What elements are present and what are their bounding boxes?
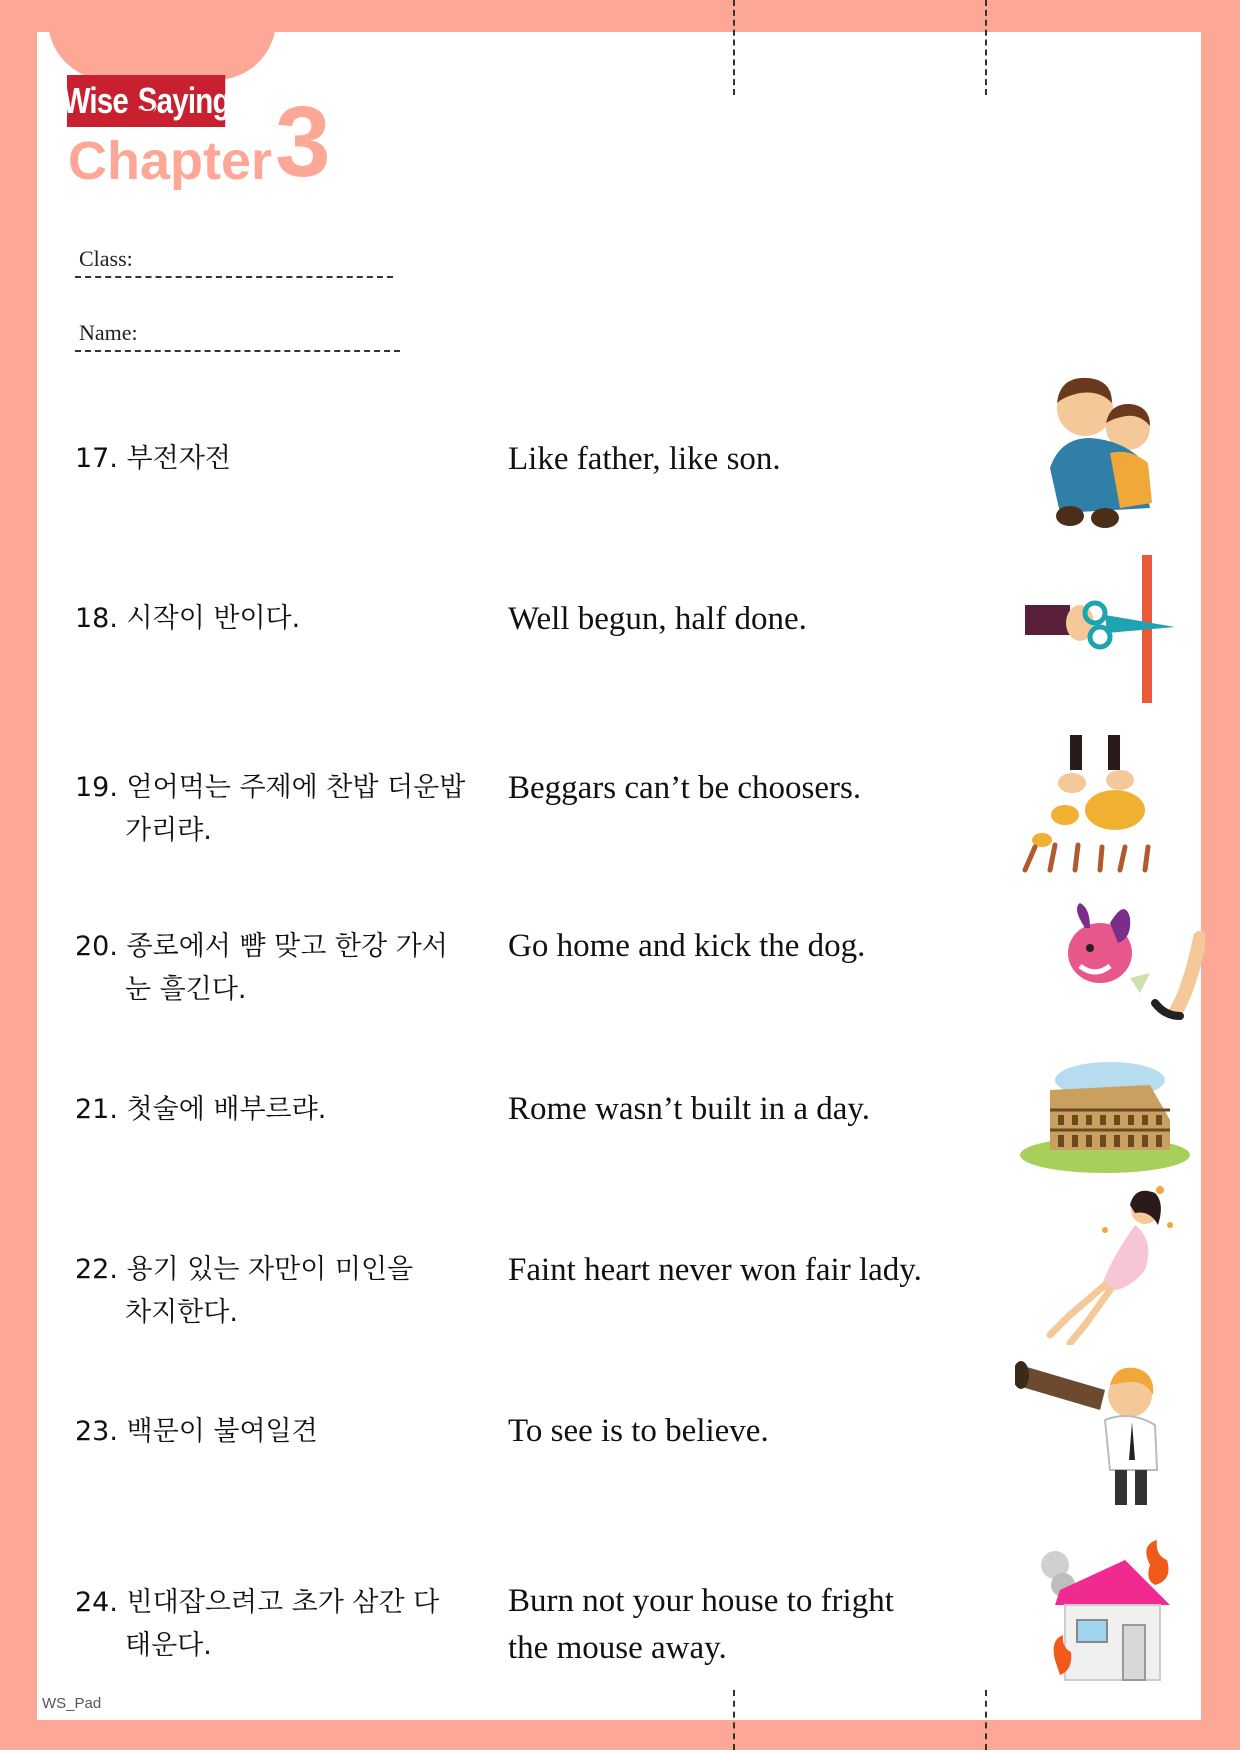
english-proverb-19: Beggars can’t be choosers. xyxy=(508,770,862,806)
english-proverb-23: To see is to believe. xyxy=(508,1413,769,1449)
lady-icon xyxy=(1030,1185,1180,1345)
name-input-line[interactable] xyxy=(75,350,400,352)
cut-line-bottom-right xyxy=(985,1690,987,1750)
item-number: 21. xyxy=(75,1094,118,1125)
korean-text-cont: 태운다. xyxy=(125,1630,212,1661)
korean-proverb-17 xyxy=(75,437,495,480)
cut-line-bottom-left xyxy=(733,1690,735,1750)
kicked-dog-icon xyxy=(1060,898,1205,1023)
name-label: Name: xyxy=(79,320,138,345)
korean-proverb-20 xyxy=(75,925,495,1011)
burning-house-icon xyxy=(1035,1540,1175,1685)
english-proverb-17: Like father, like son. xyxy=(508,441,781,477)
class-input-line[interactable] xyxy=(75,276,393,278)
cut-line-top-right xyxy=(985,0,987,95)
footer-code: WS_Pad xyxy=(42,1695,102,1712)
korean-proverb-24 xyxy=(75,1581,495,1667)
korean-text: 얻어먹는 주제에 찬밥 더운밥 xyxy=(126,772,466,803)
cut-line-top-left xyxy=(733,0,735,95)
telescope-man-icon xyxy=(1015,1340,1170,1510)
korean-text-cont: 눈 흘긴다. xyxy=(125,974,247,1005)
korean-text: 빈대잡으려고 초가 삼간 다 xyxy=(126,1587,440,1618)
korean-text: 용기 있는 자만이 미인을 xyxy=(126,1254,414,1285)
korean-proverb-18 xyxy=(75,597,495,640)
class-label: Class: xyxy=(79,246,133,271)
colosseum-icon xyxy=(1020,1055,1200,1180)
item-number: 22. xyxy=(75,1254,118,1285)
header-tab xyxy=(48,0,276,80)
item-number: 18. xyxy=(75,603,118,634)
item-number: 17. xyxy=(75,443,118,474)
english-line-1: Burn not your house to fright xyxy=(508,1583,894,1619)
korean-text: 부전자전 xyxy=(126,443,231,474)
wise-saying-logo xyxy=(62,75,230,127)
logo-text-wise: Wise xyxy=(62,80,128,121)
father-son-icon xyxy=(1040,368,1160,528)
english-proverb-24 xyxy=(508,1578,978,1672)
english-proverb-22: Faint heart never won fair lady. xyxy=(508,1252,922,1288)
korean-proverb-22 xyxy=(75,1248,495,1334)
item-number: 20. xyxy=(75,931,118,962)
korean-text: 시작이 반이다. xyxy=(126,603,301,634)
chapter-number: 3 xyxy=(275,86,331,198)
english-proverb-18: Well begun, half done. xyxy=(508,601,807,637)
korean-proverb-19 xyxy=(75,766,495,852)
korean-text: 첫술에 배부르랴. xyxy=(126,1094,327,1125)
korean-proverb-21 xyxy=(75,1088,495,1131)
item-number: 23. xyxy=(75,1416,118,1447)
logo-text-saying: Saying xyxy=(137,80,230,121)
english-proverb-21: Rome wasn’t built in a day. xyxy=(508,1091,871,1127)
korean-proverb-23 xyxy=(75,1410,495,1453)
english-proverb-20: Go home and kick the dog. xyxy=(508,928,866,964)
korean-text: 백문이 불여일견 xyxy=(126,1416,318,1447)
bread-hands-icon xyxy=(1020,735,1165,875)
chapter-label: Chapter xyxy=(68,131,273,191)
scissors-ribbon-icon xyxy=(1025,555,1180,705)
korean-text: 종로에서 뺨 맞고 한강 가서 xyxy=(126,931,448,962)
item-number: 24. xyxy=(75,1587,118,1618)
korean-text-cont: 차지한다. xyxy=(125,1297,238,1328)
english-line-2: the mouse away. xyxy=(508,1630,727,1666)
item-number: 19. xyxy=(75,772,118,803)
korean-text-cont: 가리랴. xyxy=(125,815,212,846)
